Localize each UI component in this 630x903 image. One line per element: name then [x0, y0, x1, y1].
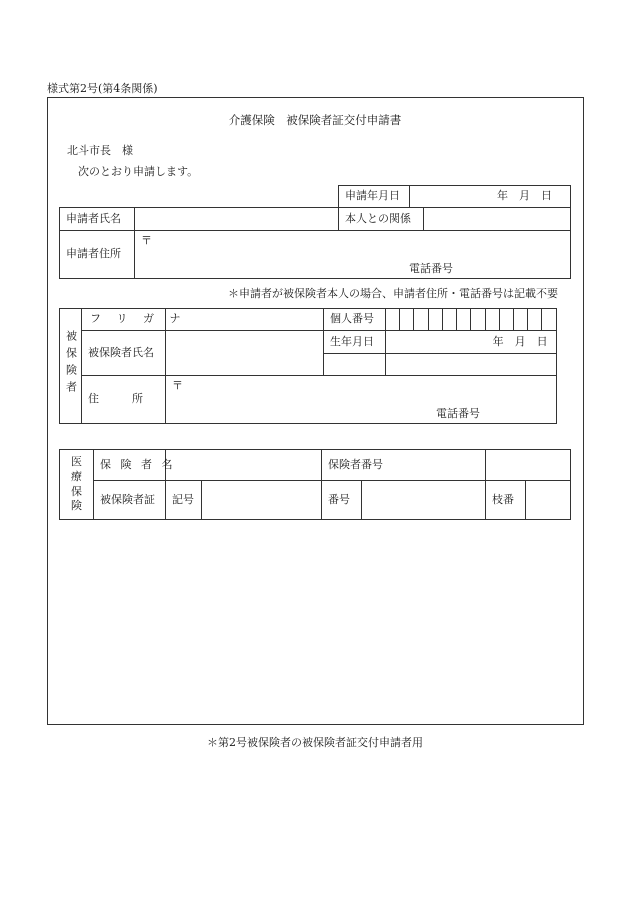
personal-number-digit[interactable] — [499, 309, 513, 331]
personal-number-digit[interactable] — [400, 309, 414, 331]
form-number: 様式第2号(第4条関係) — [47, 82, 158, 95]
medical-insurance-table — [59, 449, 571, 520]
card-number-field[interactable] — [362, 481, 486, 520]
relation-label: 本人との関係 — [339, 208, 424, 231]
insured-group-label: 被保険者 — [60, 309, 82, 424]
applicant-note: ＊申請者が被保険者本人の場合、申請者住所・電話番号は記載不要 — [228, 287, 558, 300]
personal-number-digit[interactable] — [442, 309, 456, 331]
insured-name-field[interactable] — [166, 331, 324, 376]
insurer-number-field[interactable] — [486, 450, 571, 481]
personal-number-digit[interactable] — [414, 309, 428, 331]
medical-group-label: 医療保険 — [60, 450, 94, 520]
footer-note: ＊第2号被保険者の被保険者証交付申請者用 — [207, 736, 423, 749]
application-date-field[interactable]: 年 月 日 — [410, 186, 571, 208]
insured-address-label: 住 所 — [82, 376, 166, 424]
insured-name-label: 被保険者氏名 — [82, 331, 166, 376]
personal-number-digit[interactable] — [428, 309, 442, 331]
furigana-field[interactable] — [166, 309, 324, 331]
form-title: 介護保険 被保険者証交付申請書 — [228, 113, 402, 127]
insured-table — [59, 308, 571, 424]
birth-date-label: 生年月日 — [324, 331, 386, 354]
birth-date-field[interactable]: 年 月 日 — [386, 331, 557, 354]
relation-field[interactable] — [424, 208, 571, 231]
card-symbol-label: 記号 — [166, 481, 202, 520]
personal-number-digit[interactable] — [528, 309, 542, 331]
insurer-number-label: 保険者番号 — [322, 450, 486, 481]
personal-number-label: 個人番号 — [324, 309, 386, 331]
personal-number-digit[interactable] — [457, 309, 471, 331]
applicant-table — [59, 207, 571, 279]
postal-mark: 〒 — [172, 379, 183, 392]
card-branch-field[interactable] — [526, 481, 571, 520]
personal-number-digit[interactable] — [485, 309, 499, 331]
personal-number-digit[interactable] — [386, 309, 400, 331]
birth-extra-field[interactable] — [386, 354, 557, 376]
addressee: 北斗市長 様 — [67, 144, 133, 157]
furigana-label: フ リ ガ ナ — [82, 309, 166, 331]
application-date-label: 申請年月日 — [339, 186, 410, 208]
personal-number-digit[interactable] — [542, 309, 556, 331]
birth-extra-field[interactable] — [324, 354, 386, 376]
applicant-address-label: 申請者住所 — [60, 231, 135, 279]
applicant-name-field[interactable] — [135, 208, 339, 231]
card-branch-label: 枝番 — [486, 481, 526, 520]
applicant-name-label: 申請者氏名 — [60, 208, 135, 231]
card-symbol-field[interactable] — [202, 481, 322, 520]
intro-text: 次のとおり申請します。 — [78, 165, 199, 178]
personal-number-digit[interactable] — [513, 309, 527, 331]
applicant-address-field[interactable] — [135, 231, 571, 279]
applicant-phone-label: 電話番号 — [409, 262, 453, 275]
postal-mark: 〒 — [141, 234, 152, 247]
application-date-table — [338, 185, 571, 208]
personal-number-digit[interactable] — [471, 309, 485, 331]
insurer-name-field[interactable] — [166, 450, 322, 481]
insurer-name-label: 保 険 者 名 — [94, 450, 166, 481]
insured-phone-label: 電話番号 — [436, 407, 480, 420]
insured-address-field[interactable] — [166, 376, 557, 424]
insured-card-label: 被保険者証 — [94, 481, 166, 520]
card-number-label: 番号 — [322, 481, 362, 520]
